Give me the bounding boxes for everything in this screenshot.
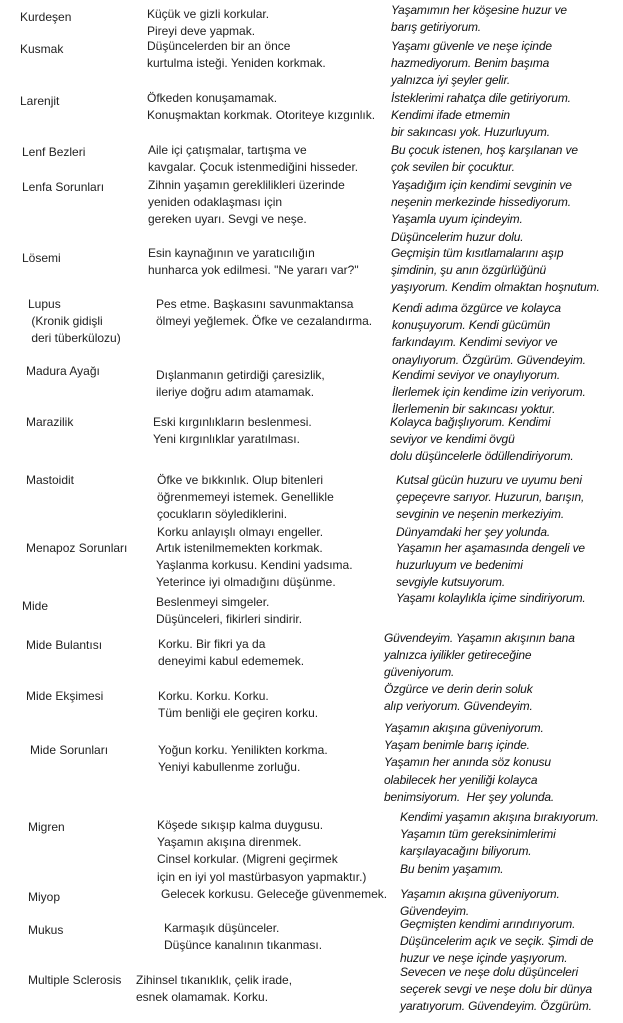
affirmation-line: çepeçevre sarıyor. Huzurun, barışın, — [396, 490, 585, 505]
affirmation-line: Yaşam benimle barış içinde. — [384, 738, 530, 753]
affirmation-line: seviyor ve kendimi övgü — [390, 432, 515, 447]
probable-cause-line: Düşünceleri, fikirleri sindirir. — [156, 612, 303, 627]
condition-name — [26, 472, 74, 489]
affirmation-line: olabilecek her yeniliği kolayca — [384, 772, 538, 787]
probable-cause — [148, 245, 359, 279]
probable-cause-line: Korku anlayışlı olmayı engeller. — [157, 524, 324, 539]
probable-cause-line: Yoğun korku. Yenilikten korkma. — [158, 743, 328, 757]
condition-name-line: (Kronik gidişli — [28, 314, 103, 328]
affirmation-line: huzur ve neşe içinde yaşıyorum. — [400, 951, 568, 966]
condition-name-line: Madura Ayağı — [26, 364, 100, 378]
affirmation — [396, 472, 584, 541]
condition-name — [28, 972, 121, 989]
affirmation-line: Kolayca bağışlıyorum. Kendimi — [390, 415, 551, 429]
affirmation-line: neşenin merkezinde hissediyorum. — [391, 195, 571, 210]
probable-cause-line: hunharca yok edilmesi. "Ne yararı var?" — [148, 263, 359, 278]
affirmation-line: yalnızca iyilikler getireceğine — [384, 648, 532, 663]
affirmation-line: Geçmişten kendimi arındırıyorum. — [400, 917, 576, 931]
condition-name — [28, 889, 60, 906]
affirmation-line: Geçmişin tüm kısıtlamalarını aşıp — [391, 246, 564, 260]
probable-cause-line: Esin kaynağının ve yaratıcılığın — [148, 246, 315, 260]
probable-cause-line: Beslenmeyi simgeler. — [156, 595, 270, 609]
affirmation-line: Yaşamın tüm gereksinimlerimi — [400, 827, 556, 842]
affirmation-line: Kendi adıma özgürce ve kolayca — [392, 301, 561, 315]
condition-name-line: Kusmak — [20, 42, 64, 56]
probable-cause — [164, 920, 322, 954]
probable-cause-line: deneyimi kabul edememek. — [158, 654, 305, 669]
probable-cause — [157, 817, 366, 886]
probable-cause-line: Konuşmaktan korkmak. Otoriteye kızgınlık. — [147, 108, 376, 123]
affirmation-line: Yaşadığım için kendimi sevginin ve — [391, 178, 572, 192]
affirmation-line: Kendimi seviyor ve onaylıyorum. — [392, 368, 561, 382]
affirmation-line: Düşüncelerim açık ve seçik. Şimdi de — [400, 934, 594, 949]
affirmation-line: dolu düşüncelerle ödüllendiriyorum. — [390, 449, 574, 464]
probable-cause — [161, 886, 387, 903]
probable-cause-line: Pireyi deve yapmak. — [147, 24, 256, 39]
probable-cause-line: Zihinsel tıkanıklık, çelik irade, — [136, 973, 293, 987]
probable-cause-line: kurtulma isteği. Yeniden korkmak. — [147, 56, 326, 71]
probable-cause — [136, 972, 292, 1006]
condition-name-line: Lösemi — [22, 251, 61, 265]
affirmation-line: Yaşamın akışına güveniyorum. — [400, 887, 560, 901]
affirmation — [390, 414, 574, 466]
affirmation-line: bir sakıncası yok. Huzurluyum. — [391, 125, 550, 140]
probable-cause-line: ileriye doğru adım atamamak. — [156, 385, 315, 400]
condition-name-line: Menapoz Sorunları — [26, 541, 128, 555]
affirmation-line: farkındayım. Kendimi seviyor ve — [392, 335, 558, 350]
affirmation — [396, 590, 586, 607]
probable-cause — [156, 594, 302, 628]
affirmation-line: Yaşamın akışına güveniyorum. — [384, 721, 544, 735]
probable-cause-line: Köşede sıkışıp kalma duygusu. — [157, 818, 324, 832]
affirmation-line: Sevecen ve neşe dolu düşünceleri — [400, 965, 578, 979]
affirmation-line: sevgiyle kutsuyorum. — [396, 575, 506, 590]
affirmation-line: Özgürce ve derin derin soluk — [384, 682, 533, 696]
affirmation-line: alıp veriyorum. Güvendeyim. — [384, 699, 533, 714]
affirmation-line: İlerlemenin bir sakıncası yoktur. — [392, 402, 556, 417]
probable-cause-line: Dışlanmanın getirdiği çaresizlik, — [156, 368, 325, 382]
probable-cause-line: Düşünce kanalının tıkanması. — [164, 938, 323, 953]
probable-cause-line: yeniden odaklaşması için — [148, 195, 283, 210]
condition-name — [22, 598, 48, 615]
affirmation — [384, 720, 554, 806]
affirmation — [400, 964, 592, 1016]
probable-cause — [153, 414, 312, 448]
condition-name-line: Lenf Bezleri — [22, 145, 86, 159]
condition-name-line: Mide — [22, 599, 49, 613]
condition-name-line: Marazilik — [26, 415, 74, 429]
probable-cause — [156, 367, 325, 401]
condition-name — [26, 414, 73, 431]
probable-cause — [148, 142, 358, 176]
affirmation — [400, 916, 593, 968]
condition-name — [20, 9, 71, 26]
condition-name-line: Lupus — [28, 297, 61, 311]
probable-cause-line: ölmeyi yeğlemek. Öfke ve cezalandırma. — [156, 314, 373, 329]
affirmation-line: Yaşamın her aşamasında dengeli ve — [396, 541, 585, 555]
probable-cause-line: Pes etme. Başkasını savunmaktansa — [156, 297, 354, 311]
condition-name-line: Larenjit — [20, 94, 60, 108]
probable-cause-line: Küçük ve gizli korkular. — [147, 7, 270, 21]
condition-name — [20, 93, 59, 110]
condition-name — [28, 296, 121, 347]
condition-name-line: Kurdeşen — [20, 10, 72, 24]
probable-cause — [147, 6, 269, 40]
probable-cause-line: Cinsel korkular. (Migreni geçirmek — [157, 852, 338, 867]
affirmation-line: karşılayacağını biliyorum. — [400, 844, 532, 859]
probable-cause-line: Yeni kırgınlıklar yaratılması. — [153, 432, 300, 447]
condition-name — [30, 742, 108, 759]
probable-cause — [158, 688, 318, 722]
affirmation-line: çok sevilen bir çocuktur. — [391, 160, 515, 175]
condition-name — [26, 540, 127, 557]
probable-cause — [148, 177, 345, 229]
probable-cause-line: Yaşlanma korkusu. Kendini yadsıma. — [156, 558, 353, 573]
probable-cause — [156, 540, 353, 592]
condition-name — [20, 41, 63, 58]
probable-cause-line: öğrenmemeyi istemek. Genellikle — [157, 490, 334, 505]
affirmation-line: güveniyorum. — [384, 665, 455, 680]
affirmation-line: Güvendeyim. Yaşamın akışının bana — [384, 631, 575, 645]
probable-cause-line: kavgalar. Çocuk istenmediğini hisseder. — [148, 160, 359, 175]
affirmation — [384, 630, 575, 682]
affirmation — [396, 540, 585, 592]
condition-name-line: Mide Bulantısı — [26, 638, 103, 652]
affirmation — [392, 367, 586, 419]
condition-name — [28, 819, 65, 836]
condition-name-line: deri tüberkülozu) — [28, 331, 121, 345]
probable-cause-line: Gelecek korkusu. Geleceğe güvenmemek. — [161, 887, 388, 901]
probable-cause-line: Aile içi çatışmalar, tartışma ve — [148, 143, 307, 157]
affirmation — [391, 177, 572, 246]
probable-cause — [147, 38, 326, 72]
probable-cause-line: Eski kırgınlıkların beslenmesi. — [153, 415, 312, 429]
condition-name — [26, 363, 100, 380]
affirmation — [391, 2, 567, 36]
affirmation-line: barış getiriyorum. — [391, 20, 481, 35]
condition-name-line: Mastoidit — [26, 473, 75, 487]
condition-name — [22, 144, 85, 161]
probable-cause — [158, 742, 328, 776]
probable-cause — [158, 636, 304, 670]
condition-name-line: Lenfa Sorunları — [22, 180, 105, 194]
probable-cause — [157, 472, 334, 541]
condition-name-line: Mide Ekşimesi — [26, 689, 104, 703]
affirmation-line: İlerlemek için kendime izin veriyorum. — [392, 385, 586, 400]
probable-cause — [156, 296, 372, 330]
affirmation-line: yaratıyorum. Güvendeyim. Özgürüm. — [400, 999, 592, 1014]
affirmation-line: Yaşamla uyum içindeyim. — [391, 212, 523, 227]
probable-cause-line: Düşüncelerden bir an önce — [147, 39, 291, 53]
probable-cause — [147, 90, 375, 124]
probable-cause-line: Öfkeden konuşamamak. — [147, 91, 278, 105]
probable-cause-line: Tüm benliği ele geçiren korku. — [158, 706, 319, 721]
affirmation — [391, 90, 571, 142]
condition-name — [26, 637, 102, 654]
condition-name-line: Migren — [28, 820, 65, 834]
probable-cause-line: Yeterince iyi olmadığını düşünme. — [156, 575, 336, 590]
probable-cause-line: Yaşamın akışına direnmek. — [157, 835, 302, 850]
affirmation-line: şimdinin, şu anın özgürlüğünü — [391, 263, 547, 278]
affirmation-line: Yaşamımın her köşesine huzur ve — [391, 3, 567, 17]
probable-cause-line: Korku. Bir fikri ya da — [158, 637, 266, 651]
probable-cause-line: için en iyi yol mastürbasyon yapmaktır.) — [157, 869, 367, 884]
affirmation-line: sevginin ve neşenin merkeziyim. — [396, 507, 565, 522]
affirmation — [391, 245, 600, 297]
condition-name — [22, 250, 61, 267]
affirmation-line: Bu çocuk istenen, hoş karşılanan ve — [391, 143, 578, 157]
condition-name — [26, 688, 103, 705]
condition-name — [22, 179, 104, 196]
probable-cause-line: çocukların söylediklerini. — [157, 507, 288, 522]
affirmation-line: Kendimi ifade etmemin — [391, 108, 510, 123]
probable-cause-line: Korku. Korku. Korku. — [158, 689, 269, 703]
affirmation-line: yaşıyorum. Kendim olmaktan hoşnutum. — [391, 280, 600, 295]
affirmation-line: Dünyamdaki her şey yolunda. — [396, 524, 551, 539]
affirmation — [384, 681, 533, 715]
affirmation-line: hazmediyorum. Benim başıma — [391, 56, 550, 71]
affirmation-line: Düşüncelerim huzur dolu. — [391, 229, 524, 244]
probable-cause-line: Öfke ve bıkkınlık. Olup bitenleri — [157, 473, 324, 487]
affirmation — [392, 300, 586, 369]
probable-cause-line: Artık istenilmemekten korkmak. — [156, 541, 323, 555]
affirmation — [391, 142, 578, 176]
affirmation-line: Kendimi yaşamın akışına bırakıyorum. — [400, 810, 599, 824]
condition-name — [28, 922, 63, 939]
condition-name-line: Mide Sorunları — [30, 743, 109, 757]
affirmation-line: Yaşamı kolaylıkla içime sindiriyorum. — [396, 591, 586, 605]
affirmation-line: İsteklerimi rahatça dile getiriyorum. — [391, 91, 571, 105]
condition-name-line: Mukus — [28, 923, 64, 937]
condition-name-line: Miyop — [28, 890, 61, 904]
affirmation — [391, 38, 552, 90]
condition-name-line: Multiple Sclerosis — [28, 973, 122, 987]
affirmation-line: Yaşamın her anında söz konusu — [384, 755, 551, 770]
affirmation-line: onaylıyorum. Özgürüm. Güvendeyim. — [392, 352, 586, 367]
probable-cause-line: Yeniyi kabullenme zorluğu. — [158, 760, 301, 775]
probable-cause-line: gereken uyarı. Sevgi ve neşe. — [148, 212, 307, 227]
affirmation-line: konuşuyorum. Kendi gücümün — [392, 318, 551, 333]
affirmation-line: seçerek sevgi ve neşe dolu bir dünya — [400, 982, 593, 997]
probable-cause-line: Zihnin yaşamın gereklilikleri üzerinde — [148, 178, 345, 192]
affirmation — [400, 809, 599, 878]
affirmation-line: Yaşamı güvenle ve neşe içinde — [391, 39, 552, 53]
affirmation-line: Kutsal gücün huzuru ve uyumu beni — [396, 473, 582, 487]
affirmation-line: yalnızca iyi şeyler gelir. — [391, 73, 511, 88]
affirmation-line: Güvendeyim. — [400, 904, 470, 919]
affirmation-line: benimsiyorum. Her şey yolunda. — [384, 789, 555, 804]
affirmation-line: huzurluyum ve bedenimi — [396, 558, 523, 573]
probable-cause-line: esnek olamamak. Korku. — [136, 990, 269, 1005]
affirmation-line: Bu benim yaşamım. — [400, 861, 504, 876]
probable-cause-line: Karmaşık düşünceler. — [164, 921, 280, 935]
